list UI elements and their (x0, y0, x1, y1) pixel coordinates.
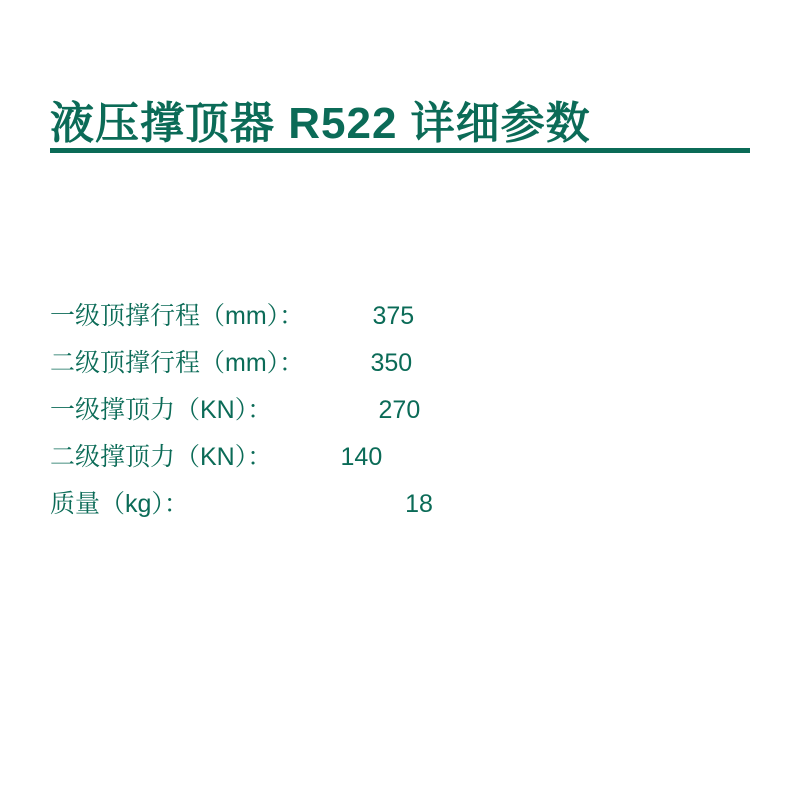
spec-value: 375 (372, 302, 415, 330)
spec-row (50, 296, 750, 343)
title-divider (50, 148, 750, 153)
spec-value: 140 (340, 443, 383, 471)
page-title: 液压撑顶器 R522 详细参数 (50, 99, 591, 149)
spec-row (50, 437, 750, 484)
spec-value: 350 (370, 349, 413, 377)
spec-row (50, 343, 750, 390)
spec-label: 一级顶撑行程（mm）： (50, 302, 305, 330)
spec-value: 270 (378, 396, 421, 424)
specification-list (50, 296, 750, 531)
spec-label: 二级顶撑行程（mm）： (50, 349, 305, 377)
spec-label: 一级撑顶力（KN）： (50, 396, 273, 424)
spec-label: 质量（kg）： (50, 490, 189, 518)
spec-row (50, 390, 750, 437)
spec-label: 二级撑顶力（KN）： (50, 443, 273, 471)
spec-value: 18 (405, 490, 433, 518)
spec-row (50, 484, 750, 531)
